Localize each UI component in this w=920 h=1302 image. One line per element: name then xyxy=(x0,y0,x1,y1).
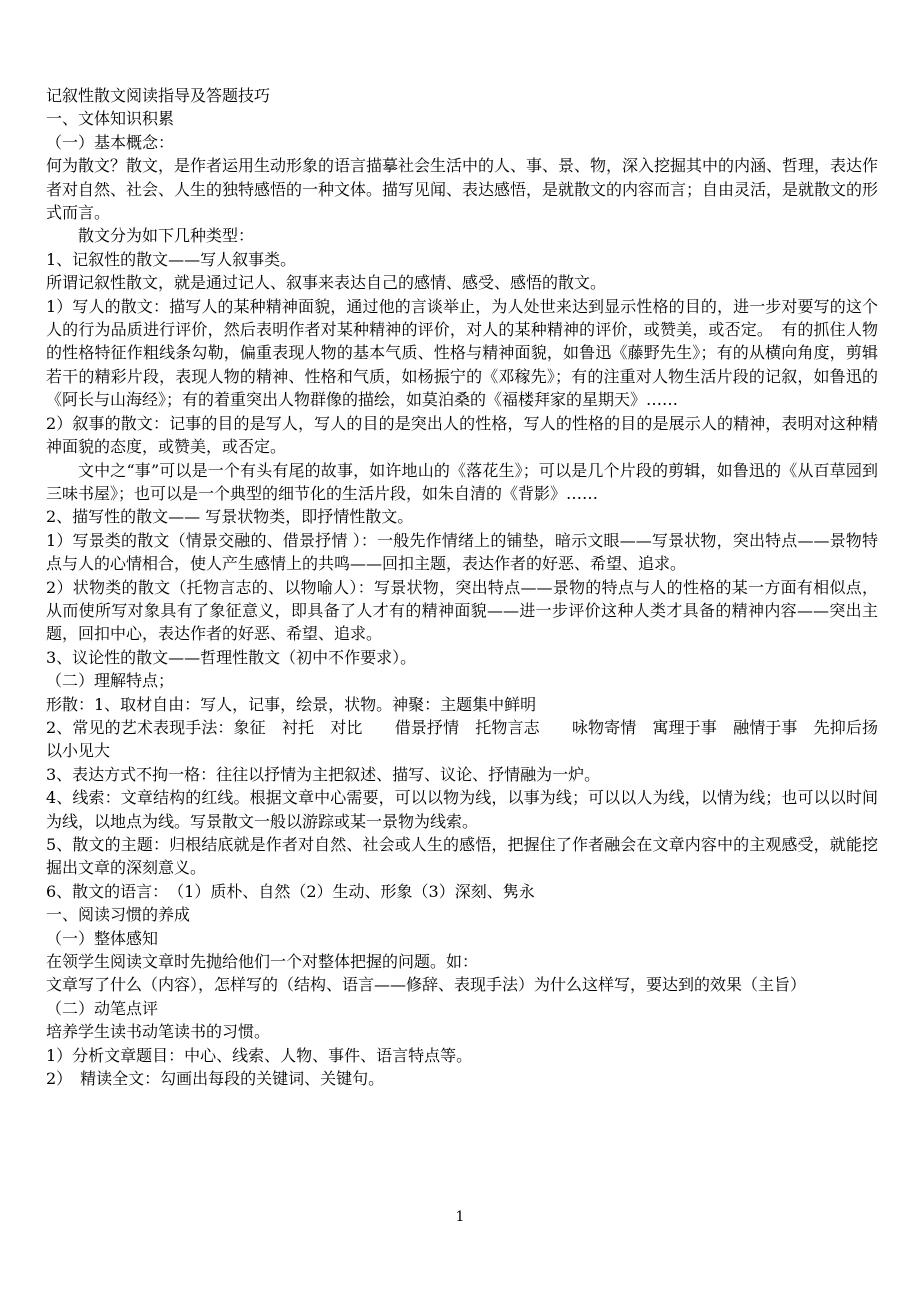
paragraph: 6、散文的语言： （1）质朴、自然（2）生动、形象（3）深刻、隽永 xyxy=(46,881,535,901)
subsection-heading: （一）基本概念： xyxy=(46,132,175,152)
subsection-heading: （二）理解特点； xyxy=(46,671,175,691)
paragraph: 4、线索：文章结构的红线。根据文章中心需要，可以以物为线，以事为线；可以以人为线，以情为线；也可以以时间为线，以地点为线。写景散文一般以游踪或某一景物为线索。 xyxy=(46,788,878,831)
subsection-heading: （二）动笔点评 xyxy=(46,998,159,1018)
paragraph: 在领学生阅读文章时先抛给他们一个对整体把握的问题。如： xyxy=(46,952,479,972)
document-title: 记叙性散文阅读指导及答题技巧 xyxy=(46,86,271,105)
paragraph: 1）写人的散文：描写人的某种精神面貌，通过他的言谈举止，为人处世来达到显示性格的目的，进一步对要写的这个人的行为品质进行评价，然后表明作者对某种精神的评价，对人的某种精神的评价，或赞美，或否定。 有的抓住人物的性格特征作粗线条勾勒，偏重表现人物的基本气质、性格与精神面貌，如鲁迅《藤野先生》；有的从横向角度，剪辑若干的精彩片段，表现人物的精神、性格和气质，如杨振宁的《邓稼先》；有的注重对人物生活片段的记叙，如鲁迅的《阿长与山海经》；有的着重突出人物群像的描绘，如莫泊桑的《福楼拜家的星期天》…… xyxy=(46,296,878,410)
paragraph: 文章写了什么（内容），怎样写的（结构、语言——修辞、表现手法）为什么这样写，要达到的效果（主旨） xyxy=(46,975,807,995)
page-number: 1 xyxy=(455,1209,465,1225)
subsection-heading: （一）整体感知 xyxy=(46,928,159,948)
section-heading: 一、阅读习惯的养成 xyxy=(46,905,191,925)
paragraph: 何为散文？散文，是作者运用生动形象的语言描摹社会生活中的人、事、景、物，深入挖掘其中的内涵、哲理，表达作者对自然、社会、人生的独特感悟的一种文体。描写见闻、表达感悟，是就散文的内容而言；自由灵活，是就散文的形式而言。 xyxy=(46,156,879,223)
paragraph: 1）写景类的散文（情景交融的、借景抒情 ）：一般先作情绪上的铺垫，暗示文眼——写景状物，突出特点——景物特点与人的心情相合，使人产生感情上的共鸣——回扣主题，表达作者的好恶、希望、追求。 xyxy=(46,530,878,574)
paragraph: 形散：1、取材自由：写人，记事，绘景，状物。神聚：主题集中鲜明 xyxy=(46,694,537,714)
paragraph: 5、散文的主题：归根结底就是作者对自然、社会或人生的感悟，把握住了作者融会在文章内容中的主观感受，就能挖掘出文章的深刻意义。 xyxy=(46,835,878,878)
document-body xyxy=(46,84,895,1090)
paragraph: 3、表达方式不拘一格：往往以抒情为主把叙述、描写、议论、抒情融为一炉。 xyxy=(46,764,601,784)
paragraph: 2）叙事的散文：记事的目的是写人，写人的目的是突出人的性格，写人的性格的目的是展示人的精神，表明对这种精神面貌的态度，或赞美，或否定。 xyxy=(46,413,878,457)
paragraph: 散文分为如下几种类型： xyxy=(78,226,255,246)
paragraph: 文中之“事”可以是一个有头有尾的故事，如许地山的《落花生》；可以是几个片段的剪辑，如鲁迅的《从百草园到三味书屋》；也可以是一个典型的细节化的生活片段，如朱自清的《背影》…… xyxy=(46,460,878,503)
paragraph: 1）分析文章题目：中心、线索、人物、事件、语言特点等。 xyxy=(46,1045,473,1065)
paragraph: 2） 精读全文：勾画出每段的关键词、关键句。 xyxy=(46,1069,385,1089)
paragraph: 2、描写性的散文—— 写景状物类，即抒情性散文。 xyxy=(46,507,414,527)
paragraph: 2、常见的艺术表现手法：象征 衬托 对比 借景抒情 托物言志 咏物寄情 寓理于事 融情于事 先抑后扬 以小见大 xyxy=(46,717,895,761)
paragraph: 1、记叙性的散文——写人叙事类。 xyxy=(46,249,297,269)
paragraph: 2）状物类的散文（托物言志的、以物喻人）：写景状物，突出特点——景物的特点与人的性格的某一方面有相似点，从而使所写对象具有了象征意义，即具备了人才有的精神面貌——进一步评价这种人类才具备的精神内容——突出主题，回扣中心，表达作者的好恶、希望、追求。 xyxy=(46,577,878,644)
paragraph: 培养学生读书动笔读书的习惯。 xyxy=(46,1022,271,1042)
paragraph: 所谓记叙性散文，就是通过记人、叙事来表达自己的感情、感受、感悟的散文。 xyxy=(46,273,607,293)
paragraph: 3、议论性的散文——哲理性散文（初中不作要求）。 xyxy=(46,647,417,667)
section-heading: 一、文体知识积累 xyxy=(46,109,175,129)
